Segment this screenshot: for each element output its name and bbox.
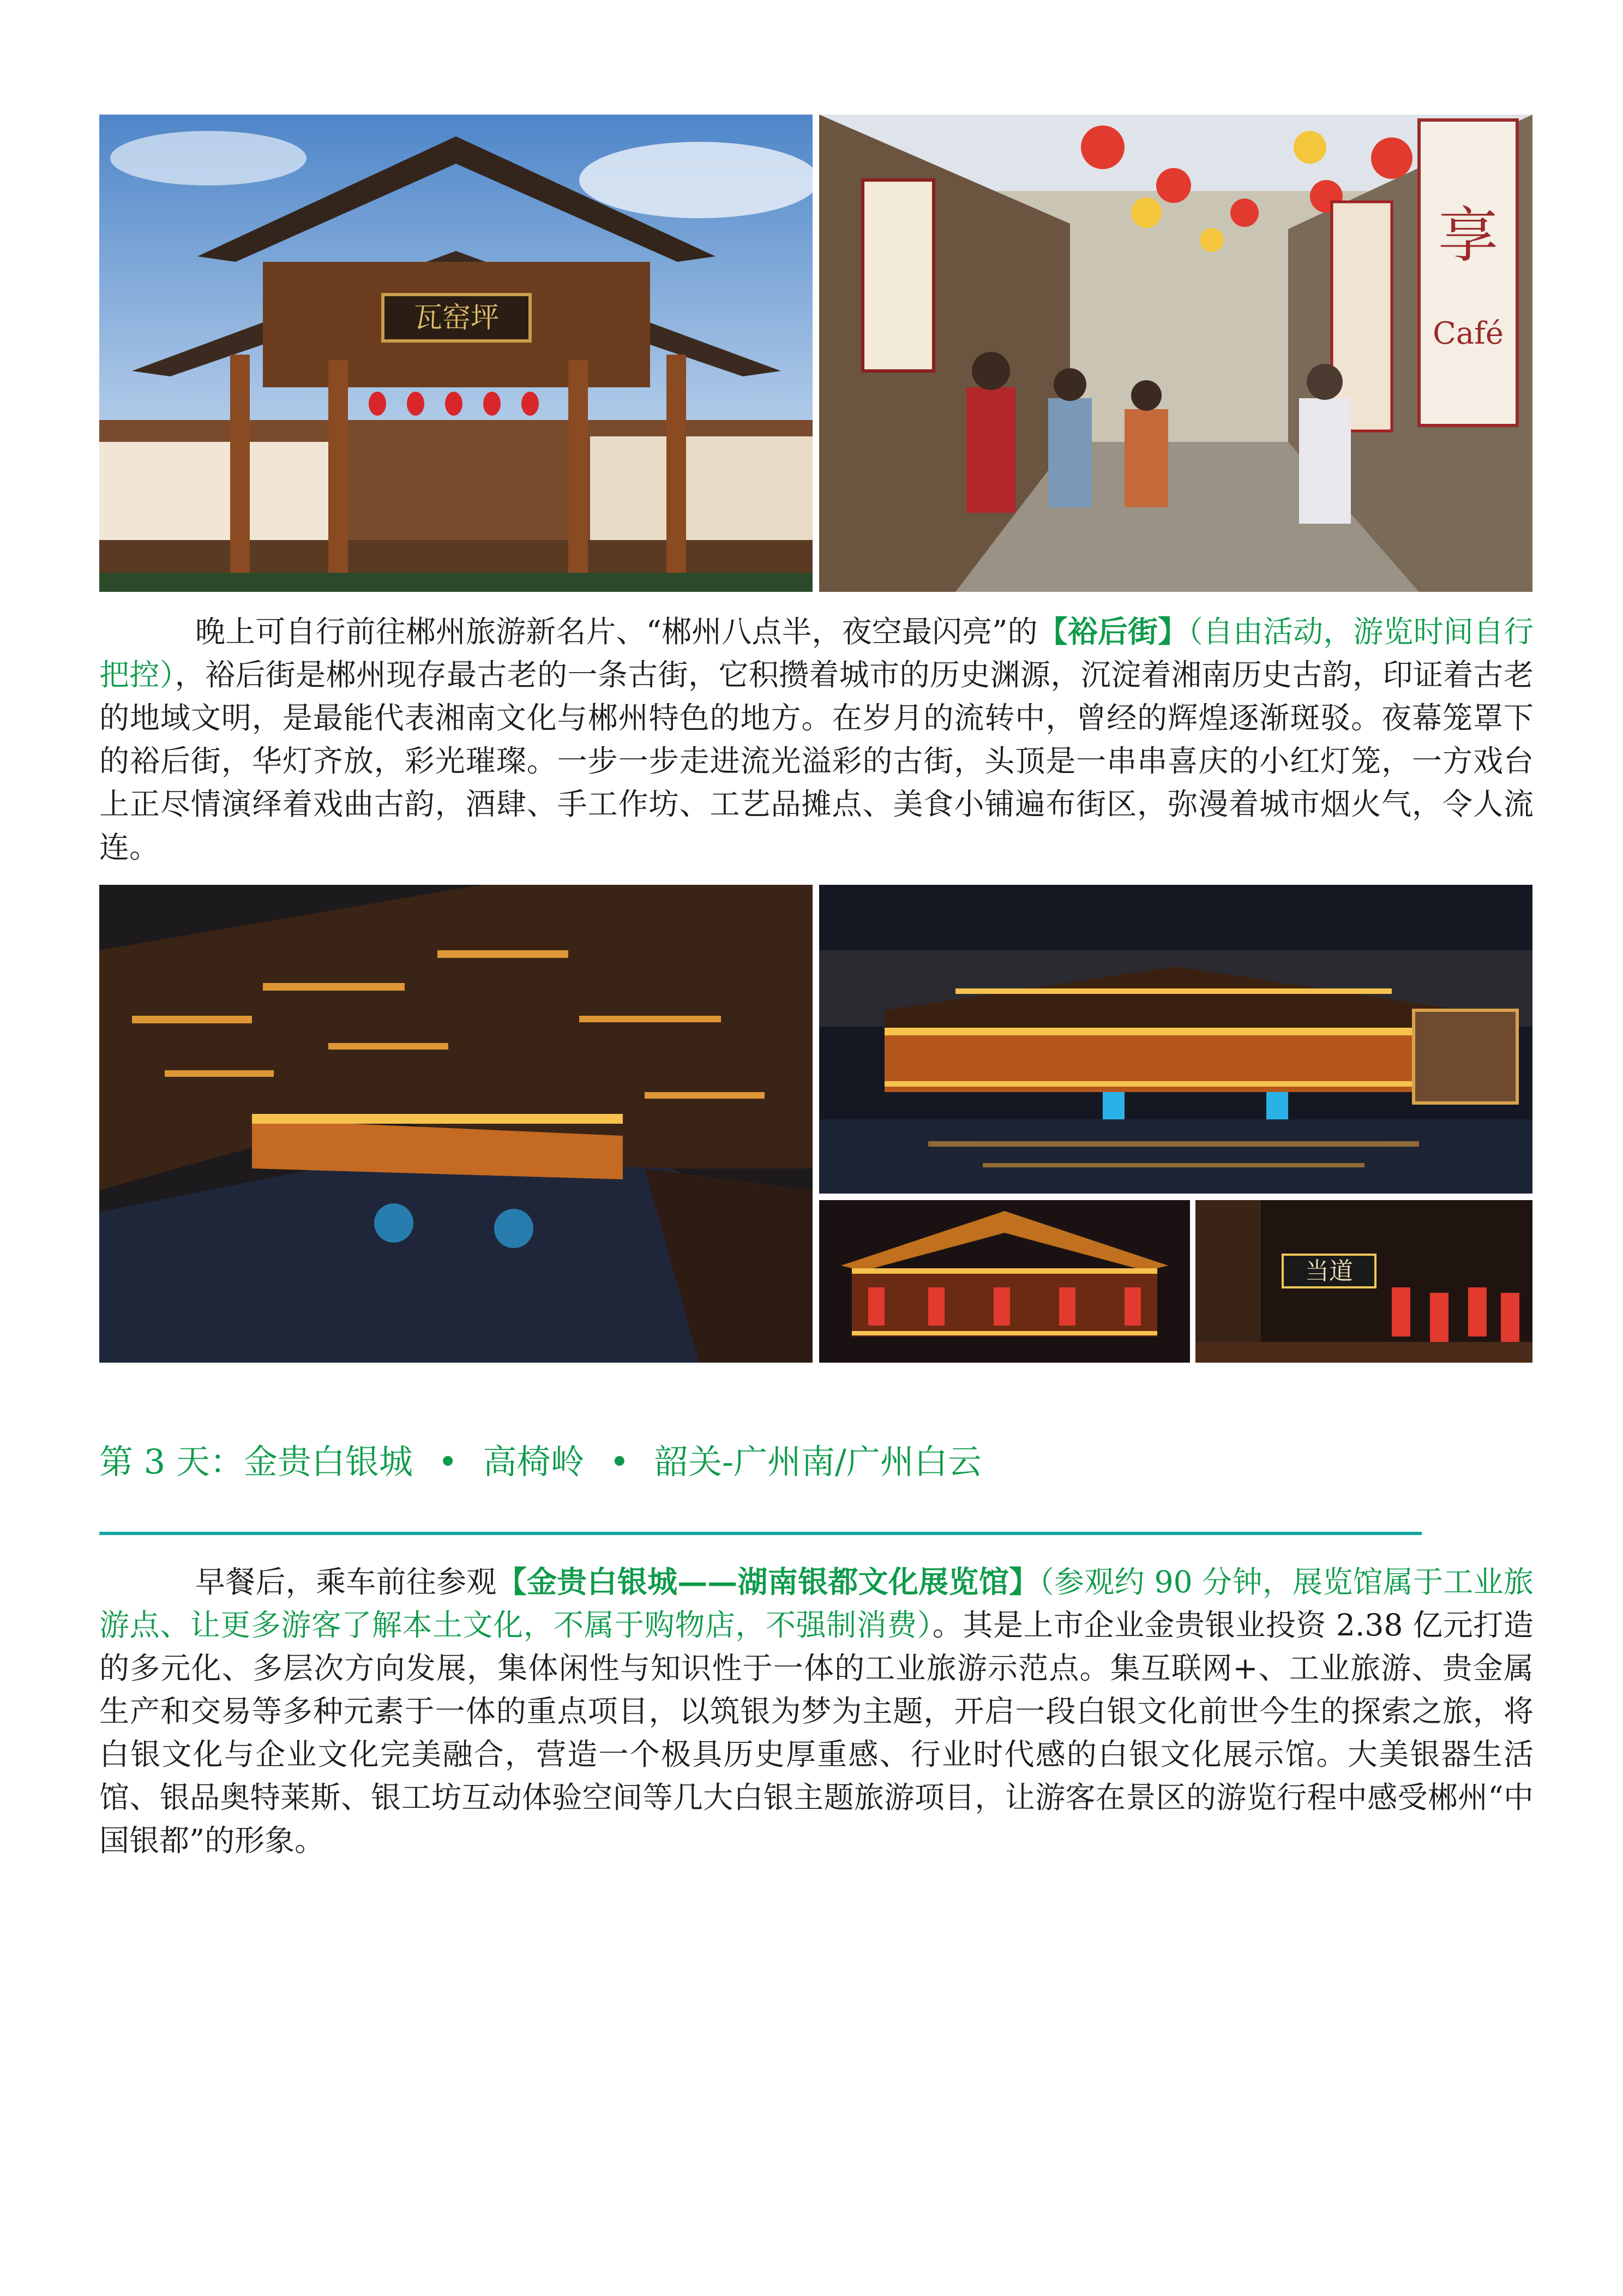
yuhoujie-highlight: 【裕后街】 xyxy=(1037,614,1188,649)
para1-note: （自由活动，游览时间自行把控） xyxy=(99,614,1534,692)
old-street-photo xyxy=(819,115,1532,592)
bullet-separator: • xyxy=(609,1442,630,1482)
silver-city-highlight: 【金贵白银城——湖南银都文化展览馆】 xyxy=(496,1564,1039,1599)
gate-plaque-text: 瓦窑坪 xyxy=(413,302,500,334)
archway-gate-photo xyxy=(99,115,813,592)
bullet-separator: • xyxy=(437,1442,458,1482)
night-bridge-photo xyxy=(819,885,1532,1194)
para2-lead: 早餐后，乘车前往参观 xyxy=(195,1564,497,1599)
night-street-photo xyxy=(1195,1200,1532,1363)
night-aerial-photo xyxy=(99,885,813,1363)
para1-body: ，裕后街是郴州现存最古老的一条古街，它积攒着城市的历史渊源，沉淀着湘南历史古韵，印证着古老的地域文明，是最能代表湘南文化与郴州特色的地方。在岁月的流转中，曾经的辉煌逐渐斑驳。夜幕笼罩下的裕后街，华灯齐放，彩光璀璨。一步一步走进流光溢彩的古街，头顶是一串串喜庆的小红灯笼，一方戏台上正尽情演绎着戏曲古韵，酒肆、手工作坊、工艺品摊点、美食小铺遍布街区，弥漫着城市烟火气，令人流连。 xyxy=(99,657,1534,865)
section-divider xyxy=(99,1532,1422,1535)
cafe-sign-char: 享 xyxy=(1438,201,1498,271)
day-3-heading xyxy=(99,1435,982,1489)
cafe-sign-word: Café xyxy=(1432,316,1504,351)
para1-lead: 晚上可自行前往郴州旅游新名片、“郴州八点半，夜空最闪亮”的 xyxy=(195,614,1038,649)
para2-note: （参观约 90 分钟，展览馆属于工业旅游点、让更多游客了解本土文化，不属于购物店，不强制消费） xyxy=(99,1564,1534,1642)
street-sign-text: 当道 xyxy=(1305,1257,1353,1285)
intro-paragraph-yuhoujie xyxy=(99,610,1534,869)
day-3-stop-gaoyiling: 高椅岭 xyxy=(483,1442,585,1482)
day-3-label: 第 3 天：金贵白银城 xyxy=(99,1442,413,1482)
para2-body: 。其是上市企业金贵银业投资 2.38 亿元打造的多元化、多层次方向发展，集体闲性与知识性于一体的工业旅游示范点。集互联网+、工业旅游、贵金属生产和交易等多种元素于一体的重点项目，以筑银为梦为主题，开启一段白银文化前世今生的探索之旅，将白银文化与企业文化完美融合，营造一个极具历史厚重感、行业时代感的白银文化展示馆。大美银器生活馆、银品奥特莱斯、银工坊互动体验空间等几大白银主题旅游项目，让游客在景区的游览行程中感受郴州“中国银都”的形象。 xyxy=(99,1608,1534,1858)
silver-city-paragraph xyxy=(99,1560,1534,1862)
night-pavilion-photo xyxy=(819,1200,1190,1363)
day-3-stop-transfer: 韶关-广州南/广州白云 xyxy=(654,1442,982,1482)
